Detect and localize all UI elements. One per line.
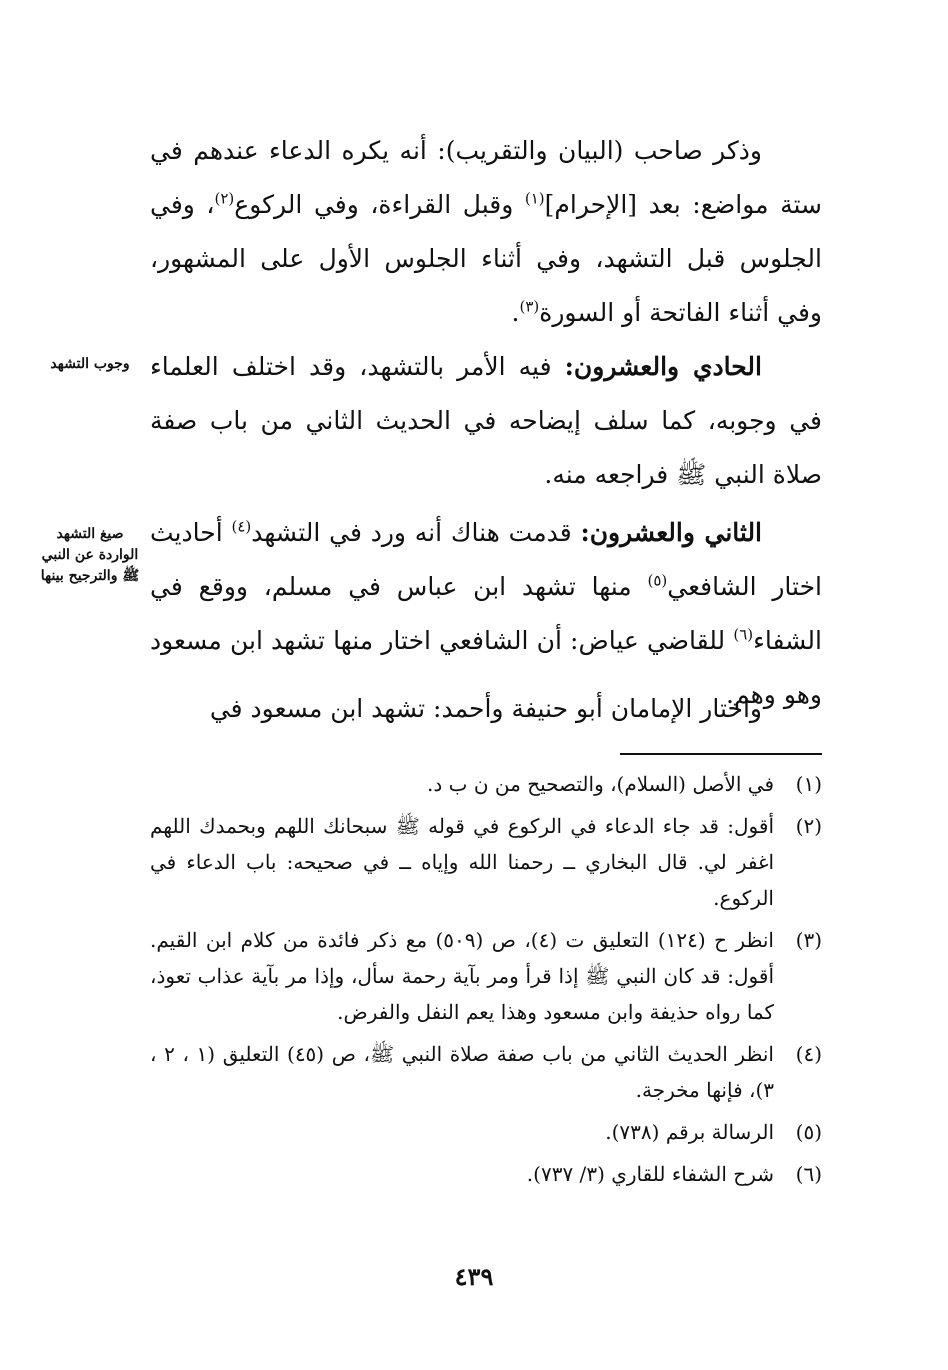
- paragraph-text: وذكر صاحب (البيان والتقريب): أنه يكره الدعاء عندهم في ستة مواضع: بعد [الإحرام]: [150, 136, 822, 219]
- footnote-number: (٥): [795, 1120, 822, 1144]
- footnote-2: [150, 808, 822, 916]
- margin-note-tashahhud-obligation: وجوب التشهد: [50, 356, 130, 372]
- footnote-3: [150, 922, 822, 1030]
- footnotes-section: [150, 766, 822, 1198]
- footnote-divider: [620, 753, 822, 755]
- paragraph-4: [150, 682, 822, 736]
- footnote-number: (٦): [795, 1162, 822, 1186]
- footnote-ref: (٥): [647, 571, 668, 590]
- footnote-number: (٤): [795, 1042, 822, 1066]
- footnote-number: (١): [795, 772, 822, 796]
- paragraph-text: للقاضي عياض: أن الشافعي اختار منها تشهد ابن مسعود وهو وهم.: [150, 626, 822, 709]
- footnote-ref: (٣): [519, 297, 540, 316]
- footnote-text: أقول: قد جاء الدعاء في الركوع في قوله ﷺ سبحانك اللهم وبحمدك اللهم اغفر لي. قال البخاري ــ رحمنا الله وإياه ــ في صحيحه: باب الدعاء في الركوع.: [150, 814, 774, 910]
- footnote-text: انظر ح (١٢٤) التعليق ت (٤)، ص (٥٠٩) مع ذكر فائدة من كلام ابن القيم. أقول: قد كان النبي ﷺ إذا قرأ ومر بآية رحمة سأل، وإذا مر بآية عذاب تعوذ، كما رواه حذيفة وابن مسعود وهذا يعم النفل والفرض.: [150, 928, 774, 1024]
- footnote-number: (٢): [795, 814, 822, 838]
- paragraph-text: قدمت هناك أنه ورد في التشهد: [251, 518, 581, 547]
- paragraph-text: واختار الإمامان أبو حنيفة وأحمد: تشهد ابن مسعود في: [209, 694, 762, 723]
- paragraph-1: [150, 124, 822, 340]
- footnote-number: (٣): [795, 928, 822, 952]
- footnote-ref: (٤): [231, 517, 252, 536]
- paragraph-text: منها تشهد ابن عباس في مسلم، ووقع في الشفاء: [150, 572, 822, 655]
- footnote-ref: (١): [524, 189, 545, 208]
- paragraph-text: ، وفي الجلوس قبل التشهد، وفي أثناء الجلوس الأول على المشهور، وفي أثناء الفاتحة أو السورة: [150, 190, 822, 327]
- paragraph-text: .: [511, 298, 520, 327]
- footnote-5: [150, 1114, 822, 1150]
- footnote-ref: (٦): [733, 625, 754, 644]
- footnote-text: في الأصل (السلام)، والتصحيح من ن ب د.: [427, 772, 774, 796]
- margin-note-tashahhud-forms: صيغ التشهد الواردة عن النبي ﷺ والترجيح بينها: [40, 526, 140, 584]
- paragraph-heading: الثاني والعشرون:: [580, 518, 763, 547]
- paragraph-text: فيه الأمر بالتشهد، وقد اختلف العلماء في وجوبه، كما سلف إيضاحه في الحديث الثاني من باب صفة صلاة النبي ﷺ فراجعه منه.: [150, 352, 822, 489]
- footnote-ref: (٢): [214, 189, 235, 208]
- paragraph-text: أحاديث اختار الشافعي: [150, 518, 822, 601]
- page-number: ٤٣٩: [454, 1262, 494, 1291]
- footnote-4: [150, 1036, 822, 1108]
- paragraph-text: وقبل القراءة، وفي الركوع: [234, 190, 525, 219]
- footnote-text: انظر الحديث الثاني من باب صفة صلاة النبي ﷺ، ص (٤٥) التعليق (١ ، ٢ ، ٣)، فإنها مخرجة.: [150, 1042, 774, 1102]
- footnote-text: الرسالة برقم (٧٣٨).: [605, 1120, 774, 1144]
- footnote-6: [150, 1156, 822, 1192]
- footnote-text: شرح الشفاء للقاري (٣/ ٧٣٧).: [526, 1162, 774, 1186]
- paragraph-heading: الحادي والعشرون:: [564, 352, 762, 381]
- footnote-1: [150, 766, 822, 802]
- paragraph-2: [150, 340, 822, 502]
